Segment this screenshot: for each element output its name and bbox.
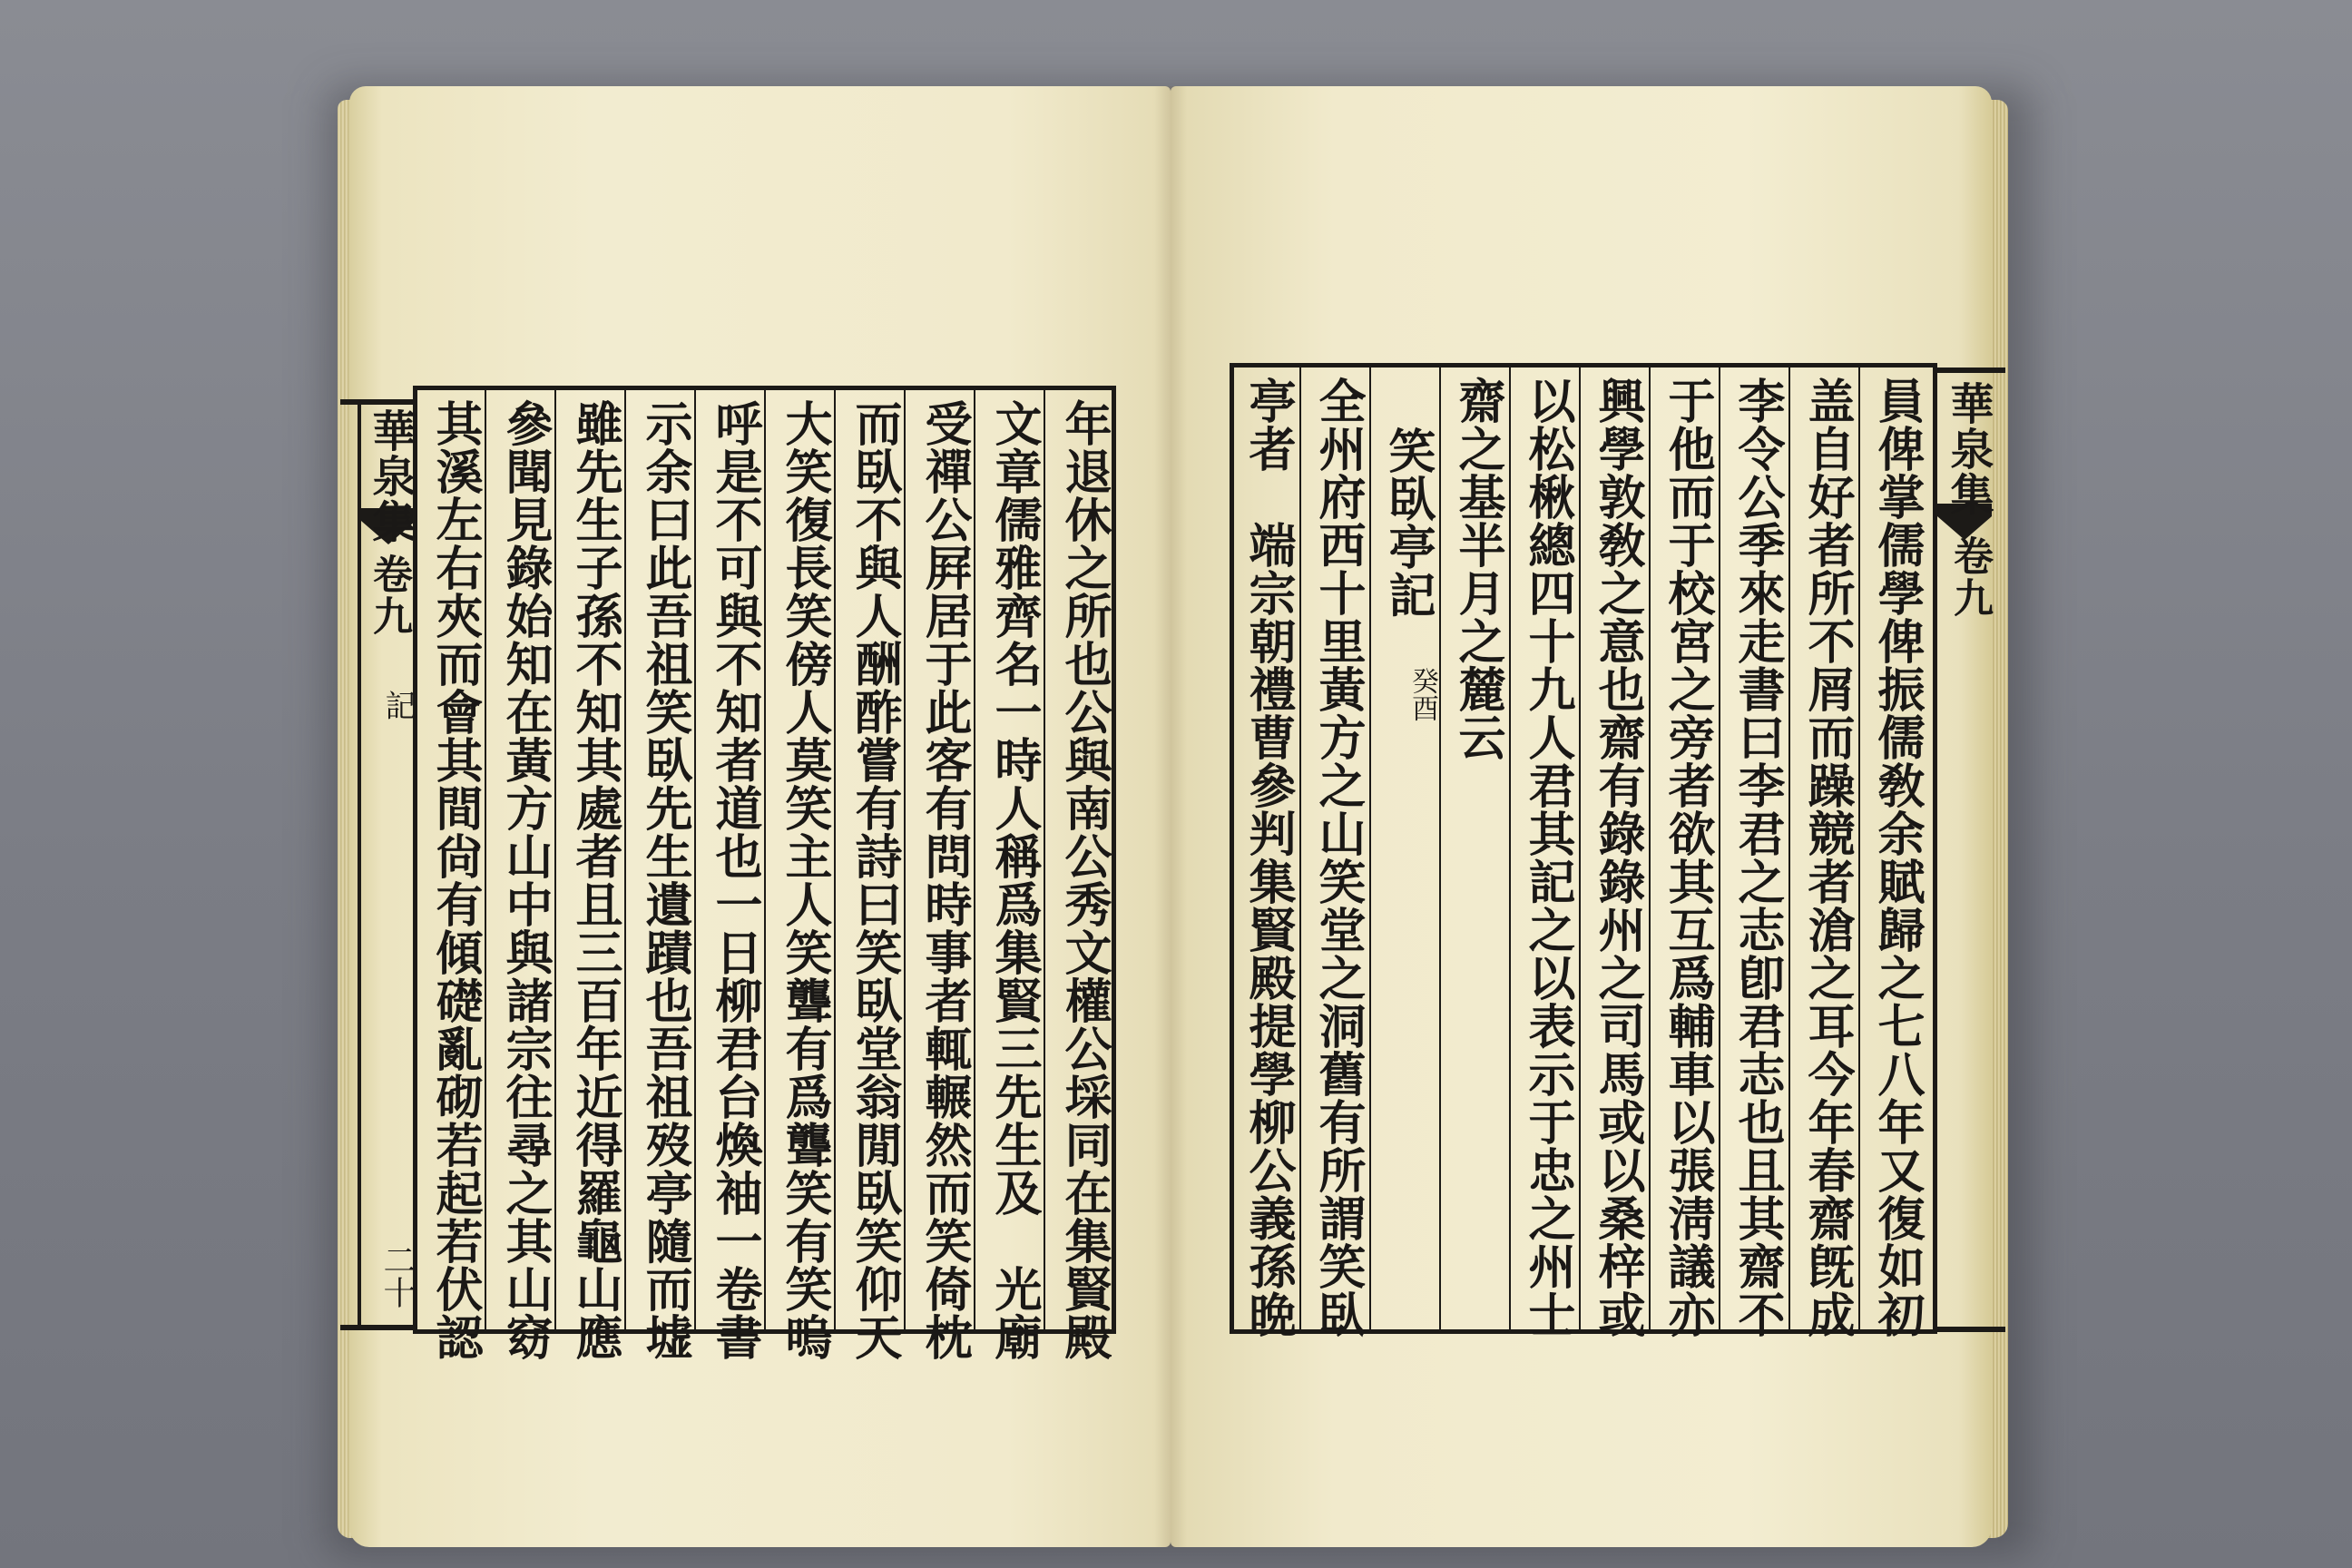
right-margin-volume: 卷九 bbox=[1946, 535, 1993, 619]
left-column-1: 年退休之所也公與南公秀文權公埰同在集賢殿 bbox=[1056, 399, 1112, 1361]
left-margin-page-number: 二十 bbox=[378, 1243, 416, 1308]
left-column-rule bbox=[554, 390, 556, 1329]
left-column-rule bbox=[624, 390, 626, 1329]
right-column-rule bbox=[1439, 368, 1441, 1329]
left-column-rule bbox=[694, 390, 696, 1329]
left-column-rule bbox=[974, 390, 975, 1329]
left-column-rule bbox=[904, 390, 906, 1329]
right-column-rule bbox=[1788, 368, 1790, 1329]
right-margin-rule-bottom bbox=[1933, 1327, 2005, 1332]
left-margin-title: 華泉集 bbox=[365, 408, 416, 544]
left-column-rule bbox=[764, 390, 766, 1329]
essay-title: 笑臥亭記 bbox=[1380, 426, 1436, 619]
book-gutter bbox=[1154, 86, 1187, 1547]
right-column-6: 以松楸總四十九人君其記之以表示于忠之州士 bbox=[1520, 377, 1575, 1338]
right-column-7: 齋之基半月之麓云 bbox=[1450, 377, 1505, 761]
left-margin-rule-top bbox=[340, 399, 417, 405]
left-column-6: 呼是不可與不知者道也一日柳君台煥袖一卷書 bbox=[707, 399, 762, 1361]
right-margin-rule-top bbox=[1933, 368, 2005, 373]
right-column-rule bbox=[1579, 368, 1581, 1329]
right-column-1: 員俾掌儒學俾振儒敎余賦歸之七八年又復如初 bbox=[1869, 377, 1925, 1338]
left-column-7: 示余曰此吾祖笑臥先生遺蹟也吾祖歿亭隨而墟 bbox=[637, 399, 692, 1361]
right-column-rule bbox=[1649, 368, 1651, 1329]
left-column-rule bbox=[834, 390, 836, 1329]
left-column-3: 受禪公屛居于此客有問時事者輒輾然而笑倚枕 bbox=[916, 399, 972, 1361]
right-column-2: 盖自好者所不屑而躁競者滄之耳今年春齋旣成 bbox=[1799, 377, 1855, 1338]
left-column-8: 雖先生子孫不知其處者且三百年近得羅龜山應 bbox=[567, 399, 622, 1361]
essay-date: 癸酉 bbox=[1406, 667, 1438, 721]
right-column-rule bbox=[1719, 368, 1720, 1329]
left-column-rule bbox=[485, 390, 486, 1329]
left-column-2: 文章儒雅齊名一時人稱爲集賢三先生及 光廟 bbox=[986, 399, 1042, 1361]
left-column-9: 參聞見錄始知在黃方山中與諸宗往尋之其山窈 bbox=[497, 399, 553, 1361]
right-column-rule bbox=[1299, 368, 1301, 1329]
right-column-rule bbox=[1369, 368, 1371, 1329]
right-column-3: 李令公季來走書曰李君之志卽君志也且其齋不 bbox=[1730, 377, 1785, 1338]
essay-column-2: 亭者 端宗朝禮曹參判集賢殿提學柳公義孫晩 bbox=[1240, 377, 1296, 1338]
right-column-5: 興學敦敎之意也齋有錄錄州之司馬或以桑梓或 bbox=[1590, 377, 1645, 1338]
right-margin-title: 華泉集 bbox=[1943, 381, 1994, 517]
left-column-5: 大笑復長笑傍人莫笑主人笑聾有爲聾笑有笑嗚 bbox=[777, 399, 832, 1361]
right-column-4: 于他而于校宮之旁者欲其互爲輔車以張淸議亦 bbox=[1660, 377, 1715, 1338]
left-column-4: 而臥不與人酬酢嘗有詩曰笑臥堂翁閒臥笑仰天 bbox=[847, 399, 902, 1361]
left-margin-volume: 卷九 bbox=[366, 554, 412, 637]
left-column-10: 其溪左右夾而會其間尙有傾礎亂砌若起若伏認 bbox=[427, 399, 483, 1361]
right-column-rule bbox=[1509, 368, 1511, 1329]
essay-column-1: 全州府西十里黃方之山笑堂之洞舊有所謂笑臥 bbox=[1310, 377, 1366, 1338]
right-column-rule bbox=[1858, 368, 1860, 1329]
left-margin-rule-bottom bbox=[340, 1325, 417, 1330]
left-column-rule bbox=[1044, 390, 1045, 1329]
left-margin-section: 記 bbox=[379, 690, 416, 720]
